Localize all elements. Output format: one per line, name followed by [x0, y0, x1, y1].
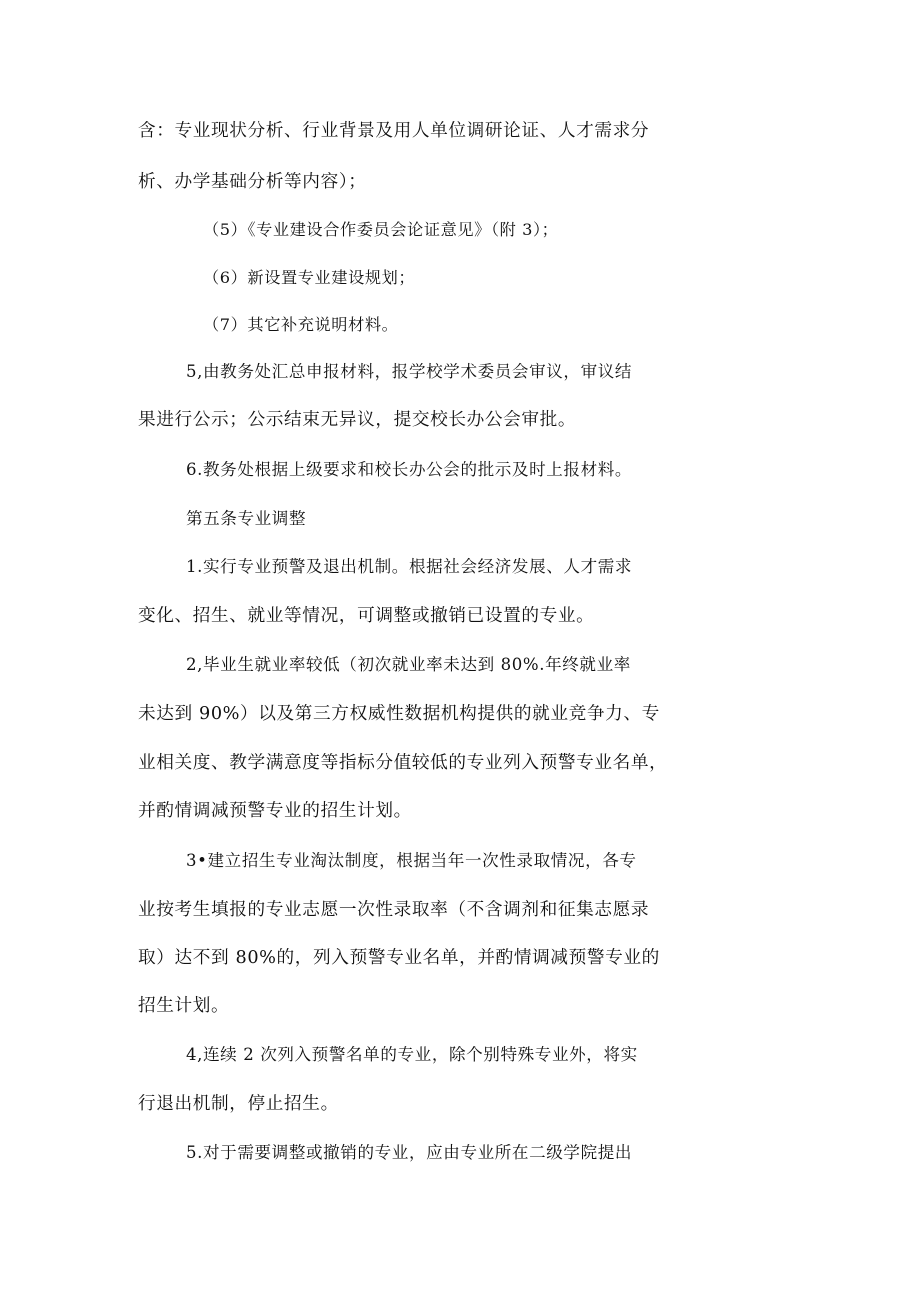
text-line: 并酌情调减预警专业的招生计划。 — [138, 801, 412, 821]
text-line: 变化、招生、就业等情况，可调整或撤销已设置的专业。 — [138, 606, 595, 626]
text-line: 取）达不到 80%的，列入预警专业名单，并酌情调减预警专业的 — [138, 948, 660, 968]
section-heading: 第五条专业调整 — [186, 509, 307, 528]
list-item-7: （7）其它补充说明材料。 — [203, 315, 399, 334]
paragraph-start: 6.教务处根据上级要求和校长办公会的批示及时上报材料。 — [186, 460, 633, 479]
text-line: 业按考生填报的专业志愿一次性录取率（不含调剂和征集志愿录 — [138, 900, 650, 920]
list-item-5: （5）《专业建设合作委员会论证意见》（附 3）； — [203, 220, 559, 239]
text-line: 行退出机制，停止招生。 — [138, 1094, 339, 1114]
paragraph-start: 4,连续 2 次列入预警名单的专业，除个别特殊专业外，将实 — [186, 1045, 638, 1064]
text-line: 果进行公示；公示结束无异议，提交校长办公会审批。 — [138, 410, 577, 430]
text-line: 未达到 90%）以及第三方权威性数据机构提供的就业竞争力、专 — [138, 704, 660, 724]
text-line: 含：专业现状分析、行业背景及用人单位调研论证、人才需求分 — [138, 121, 650, 141]
paragraph-start: 2,毕业生就业率较低（初次就业率未达到 80%.年终就业率 — [186, 655, 631, 674]
paragraph-start: 3•建立招生专业淘汰制度，根据当年一次性录取情况，各专 — [186, 851, 637, 870]
text-line: 析、办学基础分析等内容）； — [138, 172, 367, 192]
paragraph-start: 5.对于需要调整或撤销的专业，应由专业所在二级学院提出 — [186, 1143, 633, 1162]
paragraph-start: 5,由教务处汇总申报材料，报学校学术委员会审议，审议结 — [186, 362, 633, 381]
text-line: 业相关度、教学满意度等指标分值较低的专业列入预警专业名单， — [138, 753, 668, 773]
list-item-6: （6）新设置专业建设规划； — [203, 268, 416, 287]
paragraph-start: 1.实行专业预警及退出机制。根据社会经济发展、人才需求 — [186, 557, 633, 576]
text-line: 招生计划。 — [138, 996, 230, 1016]
